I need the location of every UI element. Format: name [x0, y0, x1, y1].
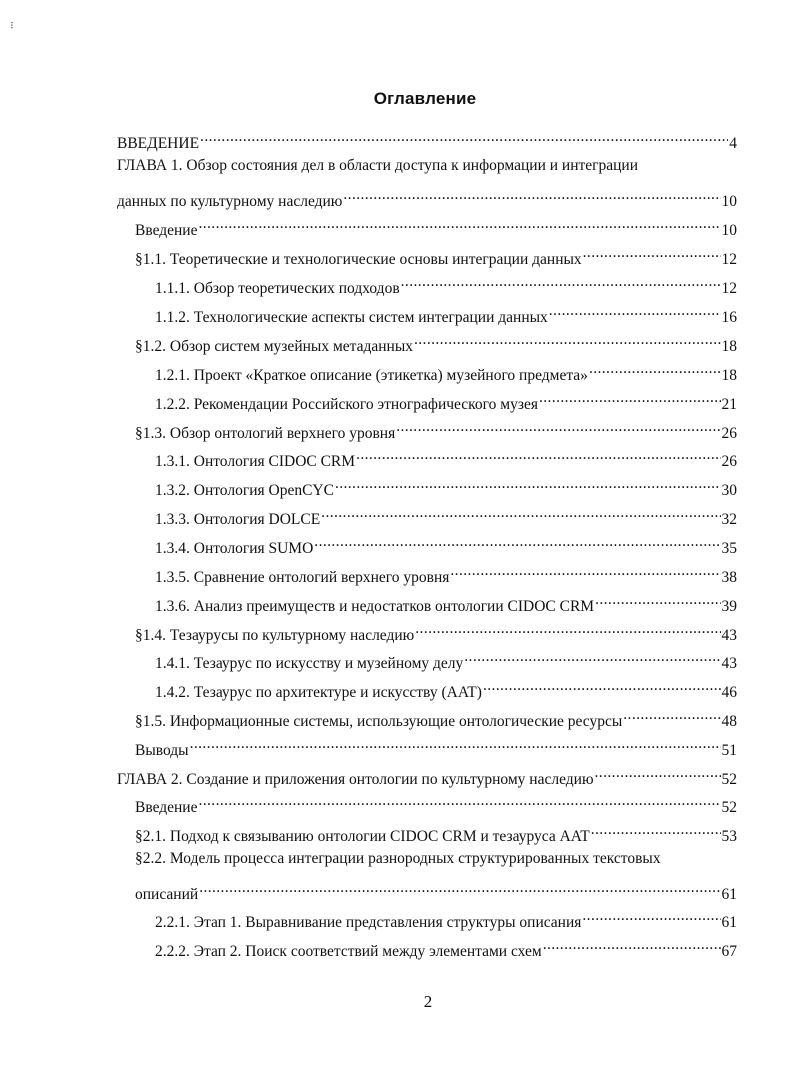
toc-page-number: 30 — [721, 482, 737, 499]
toc-leader-dots — [543, 934, 721, 956]
toc-leader-dots — [591, 819, 721, 841]
toc-leader-dots — [583, 242, 721, 264]
toc-entry-introduction[interactable] — [117, 126, 737, 152]
toc-entry-1-1-1[interactable] — [155, 271, 737, 297]
toc-entry-1-3-1[interactable] — [155, 444, 737, 470]
toc-leader-dots — [595, 762, 721, 784]
toc-leader-dots — [335, 473, 721, 495]
toc-entry-2-2-1[interactable] — [155, 905, 737, 931]
page-number: 2 — [423, 992, 433, 1011]
toc-entry-1-3-2[interactable] — [155, 473, 737, 499]
toc-entry-text: ГЛАВА 2. Создание и приложения онтологии по культурному наследию — [117, 771, 594, 788]
toc-entry-1-2-1[interactable] — [155, 358, 737, 384]
toc-entry-ch1-intro[interactable] — [135, 213, 737, 239]
scan-artifact: ⠇ — [10, 22, 17, 32]
toc-entry-text: 1.3.5. Сравнение онтологий верхнего уровня — [155, 569, 450, 586]
toc-entry-1-1-2[interactable] — [155, 300, 737, 326]
toc-page-number: 12 — [721, 280, 737, 297]
toc-leader-dots — [314, 531, 720, 553]
toc-entry-text: описаний — [135, 886, 199, 903]
toc-leader-dots — [343, 184, 720, 206]
toc-leader-dots — [582, 905, 720, 927]
toc-page-number: 43 — [721, 655, 737, 672]
toc-page-number: 18 — [721, 367, 737, 384]
toc-leader-dots — [199, 877, 720, 899]
toc-page-number: 12 — [721, 251, 737, 268]
toc-page-number: 43 — [721, 627, 737, 644]
toc-page-number: 32 — [721, 511, 737, 528]
toc-entry-text: 1.3.6. Анализ преимуществ и недостатков онтологии CIDOC CRM — [155, 598, 595, 615]
toc-entry-text: ВВЕДЕНИЕ — [117, 135, 200, 152]
toc-title: Оглавление — [373, 89, 477, 108]
toc-entry-section-1-5[interactable] — [135, 704, 737, 730]
toc-leader-dots — [483, 675, 721, 697]
toc-entry-text: Выводы — [135, 742, 189, 759]
toc-leader-dots — [401, 271, 721, 293]
toc-entry-ch2-intro[interactable] — [135, 790, 737, 816]
toc-entry-1-4-2[interactable] — [155, 675, 737, 701]
toc-entry-1-3-5[interactable] — [155, 560, 737, 586]
toc-entry-section-1-2[interactable] — [135, 329, 737, 355]
toc-leader-dots — [450, 560, 720, 582]
toc-entry-2-2-2[interactable] — [155, 934, 737, 960]
toc-leader-dots — [623, 704, 720, 726]
toc-entry-text: 1.3.3. Онтология DOLCE — [155, 511, 321, 528]
toc-page-number: 46 — [721, 684, 737, 701]
toc-page-number: 52 — [721, 799, 737, 816]
toc-page-number: 10 — [721, 222, 737, 239]
toc-leader-dots — [396, 416, 720, 438]
toc-entry-section-2-2[interactable] — [135, 877, 737, 903]
toc-page-number: 67 — [721, 943, 737, 960]
toc-entry-text: §1.5. Информационные системы, использующие онтологические ресурсы — [135, 713, 623, 730]
toc-entry-section-1-1[interactable] — [135, 242, 737, 268]
toc-entry-1-3-6[interactable] — [155, 589, 737, 615]
toc-entry-text: 1.4.2. Тезаурус по архитектуре и искусству (AAT) — [155, 684, 482, 701]
toc-entry-text: §1.3. Обзор онтологий верхнего уровня — [135, 425, 396, 442]
toc-page-number: 26 — [721, 425, 737, 442]
toc-page-number: 61 — [721, 914, 737, 931]
toc-leader-dots — [198, 790, 720, 812]
toc-leader-dots — [464, 646, 720, 668]
toc-leader-dots — [415, 618, 720, 640]
toc-page-number: 21 — [721, 396, 737, 413]
toc-entry-chapter1-line1[interactable]: ГЛАВА 1. Обзор состояния дел в области доступа к информации и интеграции — [117, 157, 639, 174]
toc-page-number: 18 — [721, 338, 737, 355]
toc-page-number: 53 — [721, 828, 737, 845]
toc-entry-text: 2.2.1. Этап 1. Выравнивание представления структуры описания — [155, 914, 582, 931]
toc-page-number: 16 — [721, 309, 737, 326]
toc-entry-1-3-4[interactable] — [155, 531, 737, 557]
toc-page-number: 4 — [729, 135, 737, 152]
toc-entry-section-1-4[interactable] — [135, 618, 737, 644]
toc-page-number: 26 — [721, 453, 737, 470]
toc-page-number: 48 — [721, 713, 737, 730]
toc-entry-ch1-conclusions[interactable] — [135, 733, 737, 759]
toc-entry-text: 1.2.1. Проект «Краткое описание (этикетка) музейного предмета» — [155, 367, 588, 384]
toc-entry-text: §1.4. Тезаурусы по культурному наследию — [135, 627, 415, 644]
toc-page-number: 10 — [721, 193, 737, 210]
toc-leader-dots — [198, 213, 720, 235]
toc-entry-text: 1.3.2. Онтология OpenCYC — [155, 482, 334, 499]
toc-entry-text: Введение — [135, 222, 198, 239]
toc-page-number: 38 — [721, 569, 737, 586]
toc-entry-section-2-2-line1[interactable]: §2.2. Модель процесса интеграции разнородных структурированных текстовых — [135, 850, 661, 867]
toc-leader-dots — [595, 589, 720, 611]
toc-entry-text: данных по культурному наследию — [117, 193, 343, 210]
toc-leader-dots — [321, 502, 720, 524]
toc-entry-text: §2.1. Подход к связыванию онтологии CIDOC CRM и тезауруса AAT — [135, 828, 590, 845]
toc-leader-dots — [200, 126, 728, 148]
toc-page-number: 61 — [721, 886, 737, 903]
toc-entry-text: 1.1.1. Обзор теоретических подходов — [155, 280, 400, 297]
toc-page-number: 52 — [721, 771, 737, 788]
toc-entry-text: §1.1. Теоретические и технологические основы интеграции данных — [135, 251, 582, 268]
toc-page-number: 51 — [721, 742, 737, 759]
toc-leader-dots — [356, 444, 720, 466]
toc-entry-section-2-1[interactable] — [135, 819, 737, 845]
toc-leader-dots — [539, 387, 721, 409]
toc-entry-1-2-2[interactable] — [155, 387, 737, 413]
toc-leader-dots — [414, 329, 721, 351]
toc-entry-text: 1.3.1. Онтология CIDOC CRM — [155, 453, 356, 470]
toc-entry-text: 1.4.1. Тезаурус по искусству и музейному делу — [155, 655, 464, 672]
toc-entry-section-1-3[interactable] — [135, 416, 737, 442]
toc-entry-text: 2.2.2. Этап 2. Поиск соответствий между элементами схем — [155, 943, 542, 960]
toc-leader-dots — [549, 300, 721, 322]
toc-page-number: 39 — [721, 598, 737, 615]
toc-entry-text: 1.2.2. Рекомендации Российского этнографического музея — [155, 396, 538, 413]
toc-entry-1-3-3[interactable] — [155, 502, 737, 528]
toc-leader-dots — [190, 733, 721, 755]
toc-entry-text: §1.2. Обзор систем музейных метаданных — [135, 338, 413, 355]
toc-entry-chapter1[interactable] — [117, 184, 737, 210]
toc-entry-text: 1.1.2. Технологические аспекты систем интеграции данных — [155, 309, 548, 326]
toc-entry-text: 1.3.4. Онтология SUMO — [155, 540, 314, 557]
toc-entry-1-4-1[interactable] — [155, 646, 737, 672]
toc-entry-chapter2[interactable] — [117, 762, 737, 788]
toc-entry-text: Введение — [135, 799, 198, 816]
toc-page-number: 35 — [721, 540, 737, 557]
toc-leader-dots — [589, 358, 721, 380]
